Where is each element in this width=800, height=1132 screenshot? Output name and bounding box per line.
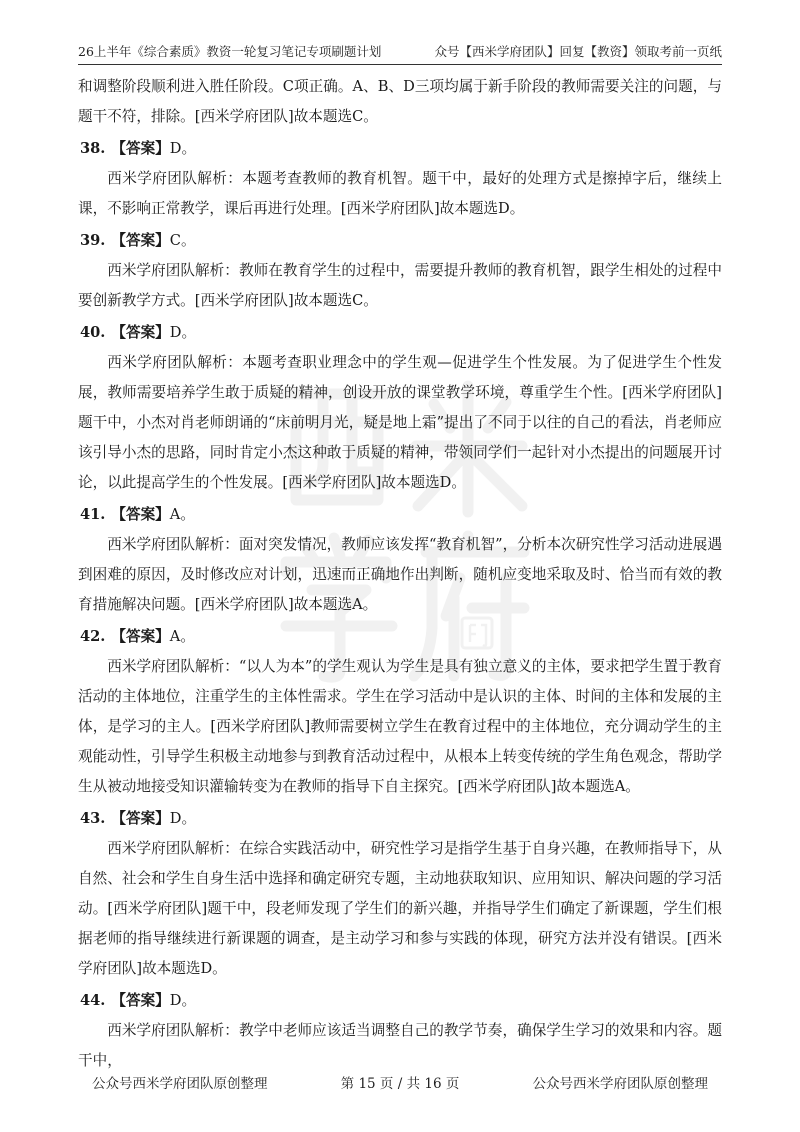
answer-value: D。: [169, 140, 197, 157]
question-number: 44.: [80, 992, 106, 1009]
footer-right-note: 公众号西米学府团队原创整理: [532, 1076, 708, 1092]
question-number: 40.: [80, 324, 106, 341]
question-number: 41.: [80, 506, 106, 523]
analysis-paragraph: 西米学府团队解析：本题考查教师的教育机智。题干中，最好的处理方式是擦掉字后，继续上课，不影响正常教学，课后再进行处理。[西米学府团队]故本题选D。: [78, 170, 722, 217]
answer-label: 【答案】: [111, 232, 170, 249]
answer-value: A。: [169, 628, 195, 645]
answer-line: [78, 134, 722, 164]
header-divider: [78, 64, 722, 65]
footer-left-note: 公众号西米学府团队原创整理: [92, 1076, 268, 1092]
answer-line: [78, 622, 722, 652]
answer-label: 【答案】: [111, 324, 170, 341]
answer-line: [78, 804, 722, 834]
analysis-paragraph: 西米学府团队解析：本题考查职业理念中的学生观—促进学生个性发展。为了促进学生个性发展，教师需要培养学生敢于质疑的精神，创设开放的课堂教学环境，尊重学生个性。[西米学府团队]题干中，小杰对肖老师朗诵的“床前明月光，疑是地上霜”提出了不同于以往的自己的看法，肖老师应该引导小杰的思路，同时肯定小杰这种敢于质疑的精神，带领同学们一起针对小杰提出的问题展开讨论，以此提高学生的个性发展。[西米学府团队]故本题选D。: [78, 354, 722, 491]
answer-value: D。: [169, 324, 197, 341]
answer-label: 【答案】: [111, 140, 170, 157]
question-number: 42.: [80, 628, 106, 645]
answer-label: 【答案】: [111, 992, 170, 1009]
document-body: [78, 72, 722, 1076]
analysis-paragraph: 西米学府团队解析：教学中老师应该适当调整自己的教学节奏，确保学生学习的效果和内容。题干中，: [78, 1022, 722, 1069]
answer-line: [78, 226, 722, 256]
intro-paragraph: 和调整阶段顺利进入胜任阶段。C项正确。A、B、D三项均属于新手阶段的教师需要关注的问题，与题干不符，排除。[西米学府团队]故本题选C。: [78, 78, 722, 125]
page-footer: [92, 1072, 708, 1092]
header-right-note: 众号【西米学府团队】回复【教资】领取考前一页纸: [434, 44, 722, 59]
question-number: 39.: [80, 232, 106, 249]
answer-value: A。: [169, 506, 195, 523]
page-header: [78, 40, 722, 60]
answer-line: [78, 500, 722, 530]
answer-line: [78, 318, 722, 348]
analysis-paragraph: 西米学府团队解析：“以人为本”的学生观认为学生是具有独立意义的主体，要求把学生置于教育活动的主体地位，注重学生的主体性需求。学生在学习活动中是认识的主体、时间的主体和发展的主体，是学习的主人。[西米学府团队]教师需要树立学生在教育过程中的主体地位，充分调动学生的主观能动性，引导学生积极主动地参与到教育活动过程中，从根本上转变传统的学生角色观念，帮助学生从被动地接受知识灌输转变为在教师的指导下自主探究。[西米学府团队]故本题选A。: [78, 658, 722, 795]
answer-label: 【答案】: [111, 506, 170, 523]
question-number: 38.: [80, 140, 106, 157]
answer-line: [78, 986, 722, 1016]
answer-label: 【答案】: [111, 628, 170, 645]
answer-list: [78, 134, 722, 1076]
answer-value: C。: [169, 232, 196, 249]
analysis-paragraph: 西米学府团队解析：面对突发情况，教师应该发挥“教育机智”，分析本次研究性学习活动进展遇到困难的原因，及时修改应对计划，迅速而正确地作出判断，随机应变地采取及时、恰当而有效的教育措施解决问题。[西米学府团队]故本题选A。: [78, 536, 722, 613]
answer-value: D。: [169, 810, 197, 827]
question-number: 43.: [80, 810, 106, 827]
analysis-paragraph: 西米学府团队解析：教师在教育学生的过程中，需要提升教师的教育机智，跟学生相处的过程中要创新教学方式。[西米学府团队]故本题选C。: [78, 262, 722, 309]
answer-label: 【答案】: [111, 810, 170, 827]
page-number: 第 15 页 / 共 16 页: [340, 1076, 460, 1092]
analysis-paragraph: 西米学府团队解析：在综合实践活动中，研究性学习是指学生基于自身兴趣，在教师指导下，从自然、社会和学生自身生活中选择和确定研究专题，主动地获取知识、应用知识、解决问题的学习活动。[西米学府团队]题干中，段老师发现了学生们的新兴趣，并指导学生们确定了新课题，学生们根据老师的指导继续进行新课题的调查，是主动学习和参与实践的体现，研究方法并没有错误。[西米学府团队]故本题选D。: [78, 840, 722, 977]
header-left-title: 26上半年《综合素质》教资一轮复习笔记专项刷题计划: [78, 44, 382, 59]
answer-value: D。: [169, 992, 197, 1009]
